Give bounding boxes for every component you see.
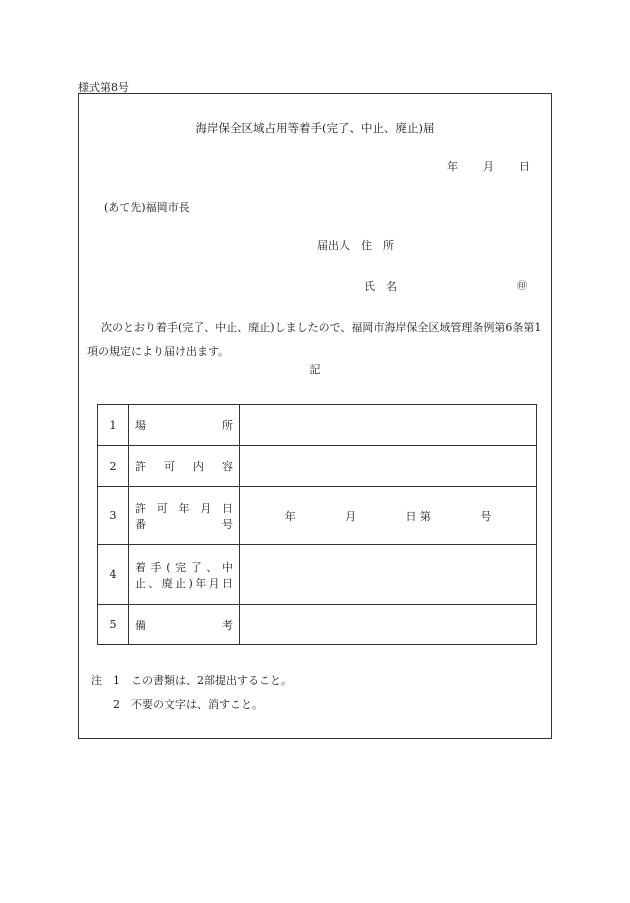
row-label-line: 番 号 <box>135 517 233 531</box>
permit-content-field[interactable] <box>240 446 537 487</box>
permit-date-number-field[interactable] <box>240 487 537 545</box>
addressee: (あて先)福岡市長 <box>104 201 190 214</box>
ki-heading: 記 <box>309 363 321 376</box>
start-date-field[interactable] <box>240 545 537 605</box>
permit-go: 号 <box>480 509 492 523</box>
seal-mark: ㊞ <box>517 281 527 292</box>
note-text: この書類は、2部提出すること。 <box>131 674 292 687</box>
form-frame <box>78 93 552 739</box>
date-year: 年 <box>447 160 458 173</box>
table-row <box>98 605 537 645</box>
permit-year: 年 <box>284 509 296 523</box>
row-number: 4 <box>98 545 129 605</box>
date-month: 月 <box>483 160 494 173</box>
row-label <box>129 487 240 545</box>
note-number: 1 <box>113 674 120 687</box>
row-number: 2 <box>98 446 129 487</box>
remarks-field[interactable] <box>240 605 537 645</box>
note-item <box>91 693 292 717</box>
applicant-name-label: 氏 名 <box>364 280 397 293</box>
table-row <box>98 545 537 605</box>
note-number: 2 <box>113 698 120 711</box>
note-text: 不要の文字は、消すこと。 <box>131 698 263 711</box>
location-field[interactable] <box>240 405 537 446</box>
row-label-line: 着手(完了、中 <box>135 560 233 574</box>
row-number: 3 <box>98 487 129 545</box>
permit-day-no: 日 第 <box>405 509 431 523</box>
document-title: 海岸保全区域占用等着手(完了、中止、廃止)届 <box>195 121 435 135</box>
notes <box>91 669 292 717</box>
row-number: 5 <box>98 605 129 645</box>
items-table <box>97 404 537 645</box>
table-row <box>98 487 537 545</box>
row-label-line: 許可年月日 <box>135 501 233 515</box>
row-label: 場 所 <box>129 405 240 446</box>
row-label <box>129 545 240 605</box>
note-item <box>91 669 292 693</box>
body-paragraph: 次のとおり着手(完了、中止、廃止)しましたので、福岡市海岸保全区域管理条例第6条第1項の規定により届け出ます。 <box>87 321 542 358</box>
form-number: 様式第8号 <box>78 81 129 94</box>
note-prefix <box>91 693 113 717</box>
date-day: 日 <box>519 160 530 173</box>
row-label-line: 止、廃止)年月日 <box>135 576 233 590</box>
note-prefix: 注 <box>91 674 102 687</box>
table-row <box>98 405 537 446</box>
row-number: 1 <box>98 405 129 446</box>
permit-month: 月 <box>345 509 357 523</box>
row-label: 備 考 <box>129 605 240 645</box>
row-label: 許可内容 <box>129 446 240 487</box>
table-row <box>98 446 537 487</box>
applicant-address-label: 届出人 住 所 <box>317 239 394 252</box>
